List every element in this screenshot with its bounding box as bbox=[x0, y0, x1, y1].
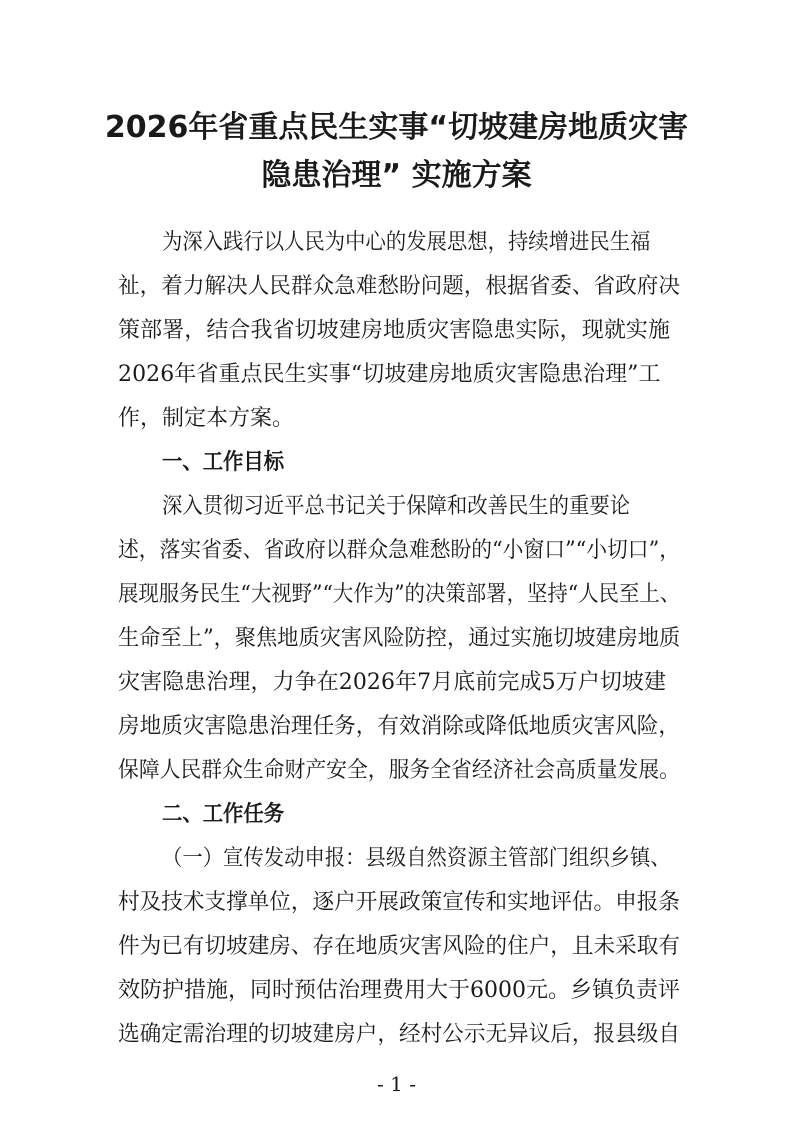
intro-line: 为深入践行以人民为中心的发展思想，持续增进民生福 bbox=[162, 230, 651, 255]
section1-line: 生命至上”，聚焦地质灾害风险防控，通过实施切坡建房地质 bbox=[118, 626, 681, 651]
section1-line: 房地质灾害隐患治理任务，有效消除或降低地质灾害风险， bbox=[118, 714, 681, 739]
section2-line: （一）宣传发动申报：县级自然资源主管部门组织乡镇、 bbox=[162, 846, 671, 871]
document-title-line1: 2026年省重点民生实事“切坡建房地质灾害 bbox=[104, 110, 689, 145]
intro-line: 祉，着力解决人民群众急难愁盼问题，根据省委、省政府决 bbox=[118, 274, 681, 299]
section1-line: 深入贯彻习近平总书记关于保障和改善民生的重要论 bbox=[162, 494, 631, 519]
section-heading-goals: 一、工作目标 bbox=[162, 450, 285, 475]
page-number: - 1 - bbox=[377, 1072, 416, 1096]
section1-line: 述，落实省委、省政府以群众急难愁盼的“小窗口”“小切口”， bbox=[118, 538, 680, 563]
section2-line: 效防护措施，同时预估治理费用大于6000元。乡镇负责评 bbox=[118, 978, 680, 1003]
section1-line: 展现服务民生“大视野”“大作为”的决策部署，坚持“人民至上、 bbox=[118, 582, 681, 607]
section2-line: 村及技术支撑单位，逐户开展政策宣传和实地评估。申报条 bbox=[118, 890, 681, 915]
section1-line: 灾害隐患治理，力争在2026年7月底前完成5万户切坡建 bbox=[118, 670, 667, 695]
intro-line: 策部署，结合我省切坡建房地质灾害隐患实际，现就实施 bbox=[118, 318, 671, 343]
document-title-line2: 隐患治理” 实施方案 bbox=[261, 158, 532, 193]
section1-line: 保障人民群众生命财产安全，服务全省经济社会高质量发展。 bbox=[118, 758, 681, 783]
intro-line: 作，制定本方案。 bbox=[118, 406, 295, 431]
section2-line: 件为已有切坡建房、存在地质灾害风险的住户，且未采取有 bbox=[118, 934, 681, 959]
section2-line: 选确定需治理的切坡建房户，经村公示无异议后，报县级自 bbox=[118, 1022, 681, 1047]
intro-line: 2026年省重点民生实事“切坡建房地质灾害隐患治理”工 bbox=[118, 362, 661, 387]
section-heading-tasks: 二、工作任务 bbox=[162, 802, 285, 827]
